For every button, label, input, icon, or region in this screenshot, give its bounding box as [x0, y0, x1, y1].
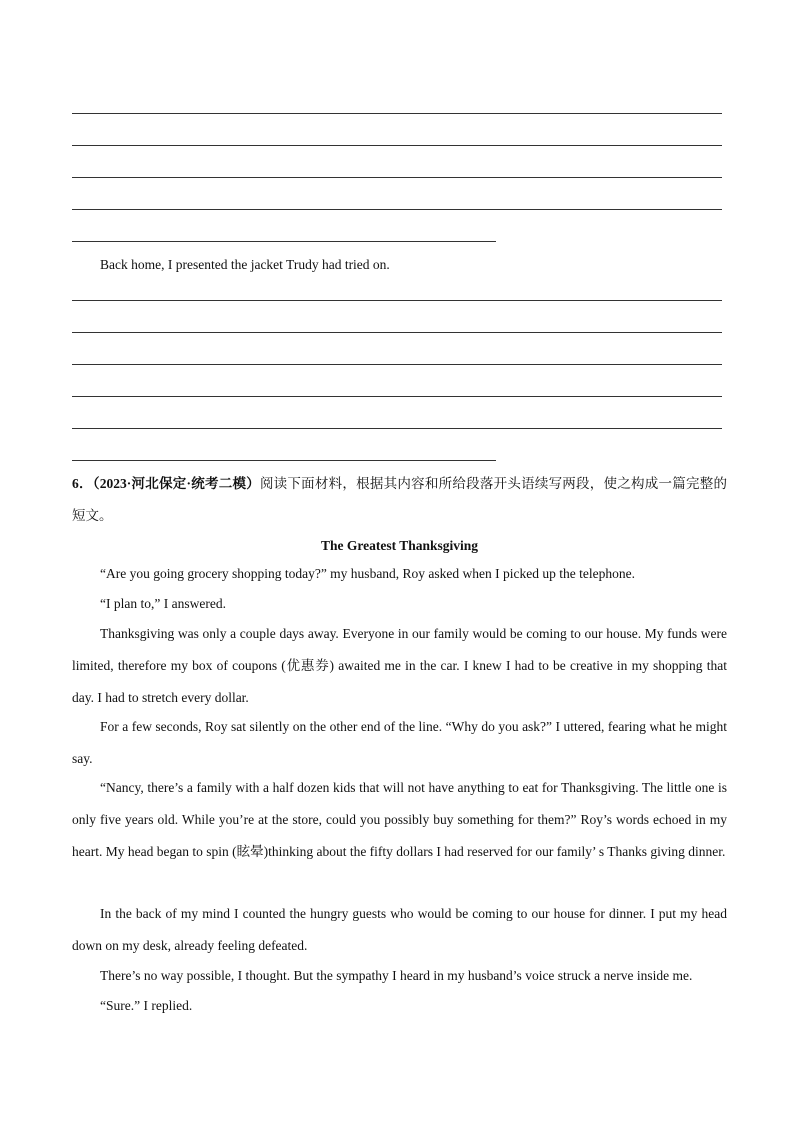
writing-line[interactable]	[72, 113, 722, 114]
story-paragraph: There’s no way possible, I thought. But the sympathy I heard in my husband’s voice struck a nerve inside me.	[100, 968, 693, 983]
writing-line[interactable]	[72, 300, 722, 301]
writing-line[interactable]	[72, 364, 722, 365]
question-source: （2023·河北保定·统考二模）	[92, 476, 260, 491]
story-paragraph: “I plan to,” I answered.	[100, 596, 226, 611]
writing-line[interactable]	[72, 460, 496, 461]
question-header	[72, 468, 727, 532]
writing-line[interactable]	[72, 145, 722, 146]
story-paragraph: “Sure.” I replied.	[100, 998, 193, 1013]
question-number: 6．	[72, 476, 93, 491]
writing-line[interactable]	[72, 396, 722, 397]
story-paragraph: “Are you going grocery shopping today?” my husband, Roy asked when I picked up the telephone.	[100, 566, 635, 581]
story-paragraph: In the back of my mind I counted the hungry guests who would be coming to our house for dinner. I put my head down on my desk, already feeling defeated.	[72, 906, 727, 953]
prompt-sentence: Back home, I presented the jacket Trudy had tried on.	[100, 257, 390, 272]
story-paragraph: “Nancy, there’s a family with a half dozen kids that will not have anything to eat for Thanksgiving. The little one is only five years old. While you’re at the store, could you possibly buy something for them?” Roy’s words echoed in my heart. My head began to spin (眩晕)thinking about the fifty dollars I had reserved for our family’ s Thanks giving dinner.	[72, 780, 727, 859]
story-title: The Greatest Thanksgiving	[320, 538, 479, 553]
writing-line[interactable]	[72, 332, 722, 333]
question-instruction: 阅读下面材料，根据其内容和所给段落开头语续写两段，使之构成一篇完整的短文。	[72, 476, 728, 523]
writing-line[interactable]	[72, 209, 722, 210]
writing-line[interactable]	[72, 177, 722, 178]
writing-line[interactable]	[72, 428, 722, 429]
story-paragraph: For a few seconds, Roy sat silently on the other end of the line. “Why do you ask?” I uttered, fearing what he might say.	[72, 719, 727, 766]
story-paragraph: Thanksgiving was only a couple days away. Everyone in our family would be coming to our house. My funds were limited, therefore my box of coupons (优惠券) awaited me in the car. I knew I had to be creative in my shopping that day. I had to stretch every dollar.	[72, 626, 727, 705]
writing-line[interactable]	[72, 241, 496, 242]
